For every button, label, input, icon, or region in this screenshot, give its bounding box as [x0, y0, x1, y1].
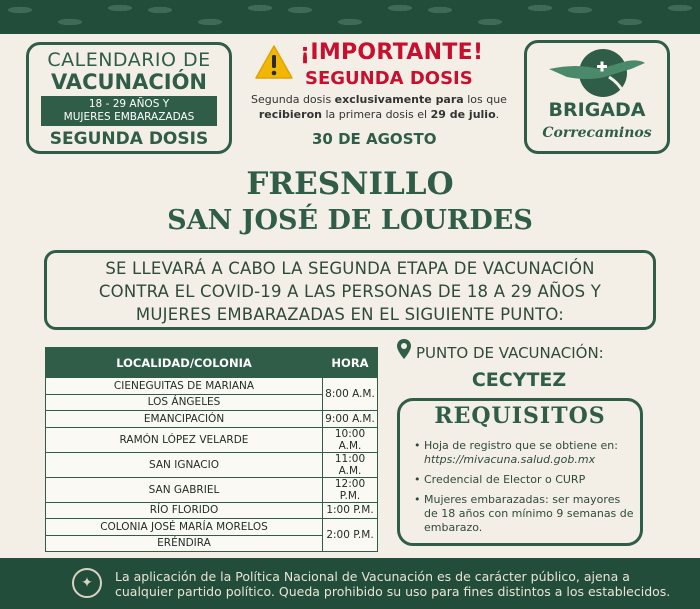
requirements-title: REQUISITOS [434, 403, 606, 429]
requirement-item [414, 439, 634, 467]
locality-cell: RAMÓN LÓPEZ VELARDE [46, 427, 323, 452]
announcement-line3: MUJERES EMBARAZADAS EN EL SIGUIENTE PUNTO: [135, 305, 565, 324]
hour-cell: 1:00 P.M. [323, 502, 378, 519]
announcement-line1: SE LLEVARÁ A CABO LA SEGUNDA ETAPA DE VACUNACIÓN [105, 259, 595, 278]
footer-band [0, 558, 700, 609]
hour-cell: 8:00 A.M. [323, 378, 378, 411]
top-decorative-band [0, 0, 700, 34]
table-row [46, 519, 378, 536]
table-row [46, 477, 378, 502]
vaccination-point-value: CECYTEZ [471, 369, 567, 391]
roadrunner-logo-icon [547, 47, 647, 99]
calendar-banner [41, 96, 217, 126]
calendar-title-line3: SEGUNDA DOSIS [49, 129, 209, 149]
important-subtitle: SEGUNDA DOSIS [305, 68, 473, 89]
desc-text: Segunda dosis [251, 93, 335, 106]
announcement-box [44, 250, 656, 330]
table-row [46, 452, 378, 477]
table-row [46, 502, 378, 519]
vaccination-point-label: PUNTO DE VACUNACIÓN: [416, 344, 604, 362]
column-header-hour: HORA [323, 348, 378, 378]
brigada-subtitle: Correcaminos [542, 125, 652, 141]
locality-cell: COLONIA JOSÉ MARÍA MORELOS [46, 519, 323, 536]
requirements-list [414, 439, 634, 541]
table-row [46, 378, 378, 395]
important-title: ¡IMPORTANTE! [300, 40, 484, 65]
locality-cell: RÍO FLORIDO [46, 502, 323, 519]
locality-cell: SAN IGNACIO [46, 452, 323, 477]
calendar-title-line1: CALENDARIO DE [47, 49, 211, 71]
desc-bold: recibieron [258, 108, 322, 121]
hour-cell: 12:00 P.M. [323, 477, 378, 502]
requirement-text: Hoja de registro que se obtiene en: [424, 439, 618, 452]
calendar-banner-line1: 18 - 29 AÑOS Y [88, 98, 170, 110]
locality-cell: SAN GABRIEL [46, 477, 323, 502]
city-title: FRESNILLO [246, 166, 454, 202]
desc-text: . [495, 108, 500, 121]
requirements-box [397, 398, 643, 546]
hour-cell: 10:00 A.M. [323, 427, 378, 452]
hour-cell: 11:00 A.M. [323, 452, 378, 477]
locality-cell: LOS ÁNGELES [46, 394, 323, 411]
government-seal-icon: ✦ [72, 568, 102, 598]
locality-cell: EMANCIPACIÓN [46, 411, 323, 428]
brigada-title: BRIGADA [548, 99, 646, 121]
column-header-locality: LOCALIDAD/COLONIA [46, 348, 323, 378]
warning-icon [255, 44, 293, 80]
vaccination-date: 30 DE AGOSTO [312, 130, 437, 148]
desc-text: los que [463, 93, 507, 106]
important-description [248, 92, 510, 122]
announcement-line2: CONTRA EL COVID-19 A LAS PERSONAS DE 18 A 29 AÑOS Y [98, 282, 602, 301]
table-header-row [46, 348, 378, 378]
hour-cell: 9:00 A.M. [323, 411, 378, 428]
schedule-table [45, 347, 378, 552]
table-row [46, 427, 378, 452]
footer-disclaimer: La aplicación de la Política Nacional de Vacunación es de carácter público, ajena a cualquier partido político. Queda prohibido su uso para fines distintos a los establecidos. [115, 569, 671, 599]
requirement-item: • Mujeres embarazadas: ser mayores de 18 años con mínimo 9 semanas de embarazo. [414, 493, 634, 535]
desc-text: la primera dosis el [321, 108, 431, 121]
calendar-box [26, 42, 232, 154]
desc-bold: exclusivamente para [334, 93, 464, 106]
brigada-box [524, 40, 670, 154]
calendar-title-line2: VACUNACIÓN [50, 70, 208, 94]
locality-cell: ERÉNDIRA [46, 535, 323, 552]
location-pin-icon [396, 338, 412, 360]
desc-bold: 29 de julio [430, 108, 496, 121]
registration-link[interactable]: https://mivacuna.salud.gob.mx [424, 453, 596, 466]
hour-cell: 2:00 P.M. [323, 519, 378, 552]
locality-cell: CIENEGUITAS DE MARIANA [46, 378, 323, 395]
calendar-banner-line2: MUJERES EMBARAZADAS [63, 111, 195, 123]
place-title: SAN JOSÉ DE LOURDES [167, 205, 533, 236]
table-row [46, 411, 378, 428]
requirement-item: • Credencial de Elector o CURP [414, 473, 634, 487]
